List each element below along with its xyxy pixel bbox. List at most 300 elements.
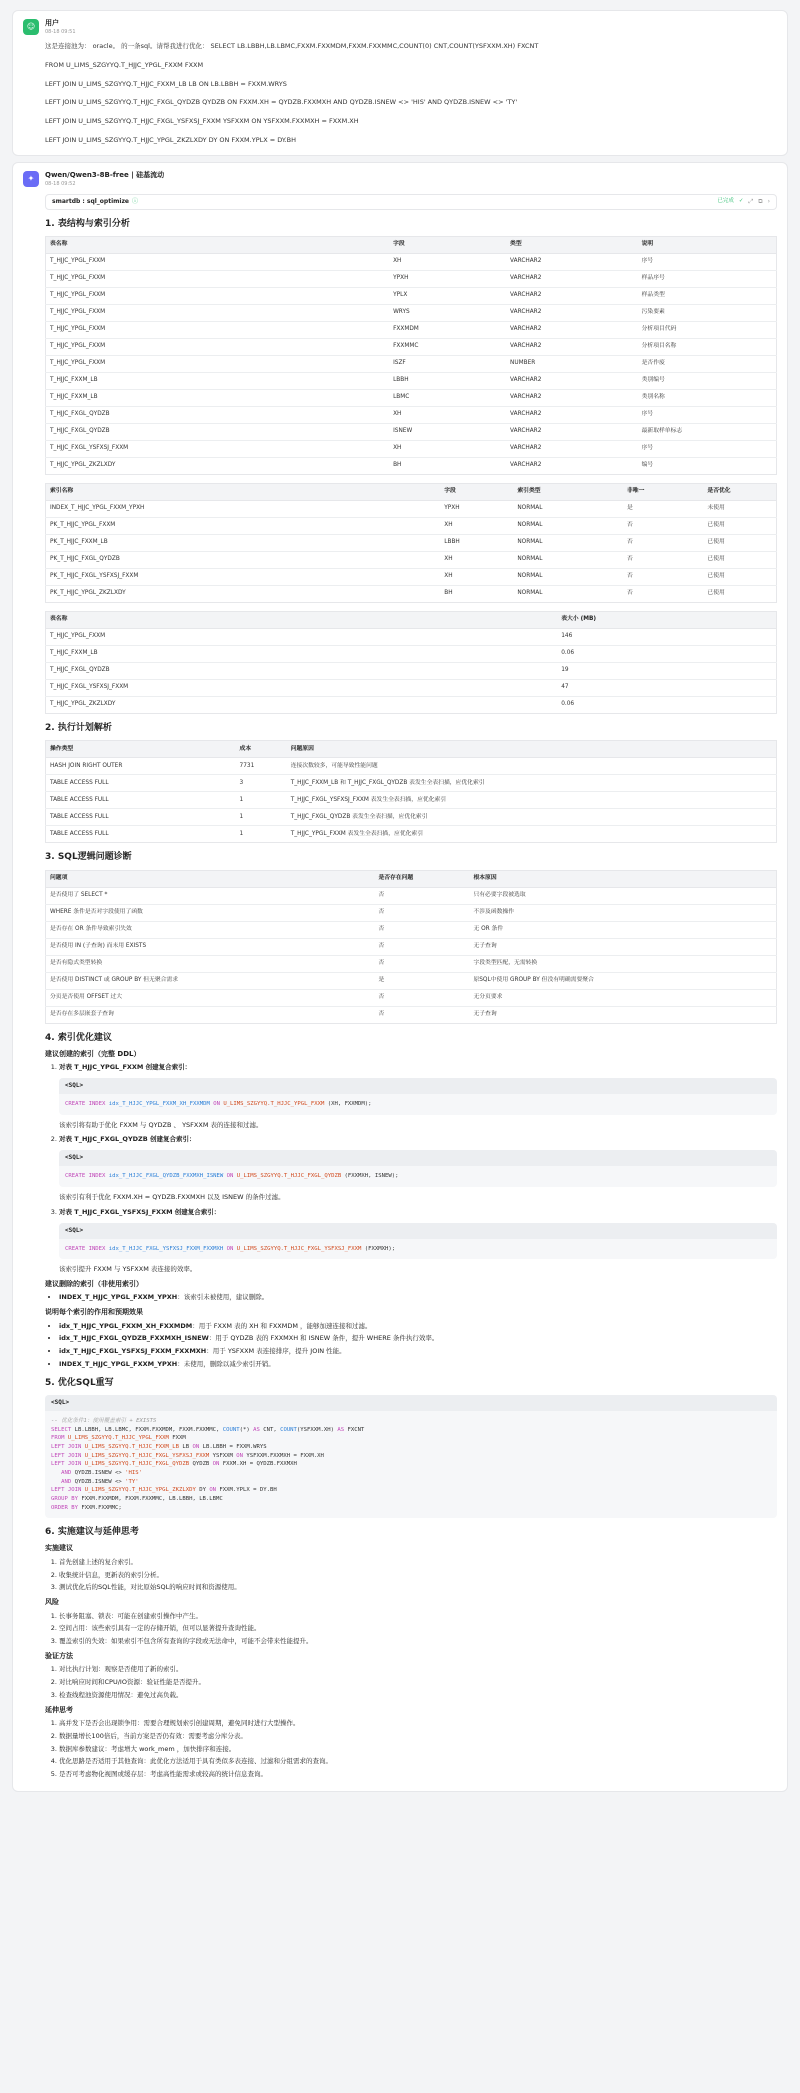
table-row <box>46 373 777 390</box>
table-cell: 连接次数较多，可能导致性能问题 <box>287 758 777 775</box>
create-index-item <box>59 1135 777 1201</box>
user-message-body <box>23 42 777 156</box>
index-desc: ：用于 YSFXXM 表连接排序，提升 JOIN 性能。 <box>206 1347 346 1356</box>
table-cell: T_HJJC_FXGL_QYDZB <box>46 424 390 441</box>
table-cell: LBBH <box>389 373 506 390</box>
table-header-cell: 索引名称 <box>46 484 441 501</box>
table-cell: 只有必要字段被选取 <box>469 887 776 904</box>
table-row <box>46 972 777 989</box>
table-header-cell: 操作类型 <box>46 741 236 758</box>
create-index-note: 该索引有利于优化 FXXM.XH = QYDZB.FXXMXH 以及 ISNEW 的条件过滤。 <box>59 1192 285 1201</box>
table-row <box>46 989 777 1006</box>
table-cell: T_HJJC_YPGL_FXXM <box>46 629 558 646</box>
copy-icon[interactable]: ⧉ <box>758 198 763 206</box>
table-logic <box>45 870 777 1024</box>
table-row <box>46 535 777 552</box>
index-name: idx_T_HJJC_FXGL_QYDZB_FXXMXH_ISNEW <box>59 1334 209 1343</box>
table-cell: 否 <box>374 955 469 972</box>
table-cell: YPLX <box>389 288 506 305</box>
table-cell: 类别编号 <box>638 373 777 390</box>
ddl-index-name: idx_T_HJJC_FXGL_QYDZB_FXXMXH_ISNEW <box>108 1173 224 1180</box>
table-cell: NORMAL <box>517 590 543 597</box>
table-cell: XH <box>440 518 513 535</box>
table-row <box>46 424 777 441</box>
ddl-code-block <box>59 1150 777 1187</box>
table-row <box>46 305 777 322</box>
section-title-5: 5. 优化SQL重写 <box>45 1377 114 1388</box>
table-cell: VARCHAR2 <box>506 322 638 339</box>
table-row <box>46 663 777 680</box>
group-list-item: 4. 优化思路是否适用于其他查询：此优化方法适用于具有类似多表连接、过滤和分组需求的查询。 <box>59 1757 777 1766</box>
table-cell: YPXH <box>440 501 513 518</box>
user-avatar-icon: ☺ <box>23 19 39 35</box>
table-cell: WHERE 条件是否对字段使用了函数 <box>46 904 375 921</box>
section-title-4: 4. 索引优化建议 <box>45 1032 112 1043</box>
table-cell: VARCHAR2 <box>506 424 638 441</box>
group-list-item: 1. 长事务阻塞、锁表：可能在创建索引操作中产生。 <box>59 1612 777 1621</box>
table-cell: 否 <box>374 921 469 938</box>
tool-call-card[interactable] <box>45 194 777 210</box>
group-list-item: 1. 高并发下是否会出现锁争用：需要合理规划索引创建周期，避免同时进行大型操作。 <box>59 1719 777 1728</box>
table-row <box>46 1006 777 1023</box>
table-cell: 是 <box>623 501 703 518</box>
table-row <box>46 809 777 826</box>
table-cell: T_HJJC_YPGL_FXXM <box>46 271 390 288</box>
table-plan <box>45 740 777 843</box>
user-message-line: LEFT JOIN U_LIMS_SZGYYQ.T_HJJC_FXGL_QYDZB QYDZB ON FXXM.XH = QYDZB.FXXMXH AND QYDZB.ISNEW <> 'HIS' AND QYDZB.ISNEW <> 'TY' <box>45 98 518 107</box>
table-cell: 否 <box>626 590 633 597</box>
table-cell: 否 <box>623 552 703 569</box>
table-cell: T_HJJC_FXGL_QYDZB <box>46 407 390 424</box>
table-header-cell: 索引类型 <box>513 484 623 501</box>
table-row <box>46 646 777 663</box>
create-index-title: 对表 T_HJJC_YPGL_FXXM 创建复合索引： <box>59 1063 192 1072</box>
table-cell: NORMAL <box>513 552 623 569</box>
index-effect-item <box>59 1334 777 1343</box>
table-row <box>46 339 777 356</box>
table-cell: 分析项目代码 <box>638 322 777 339</box>
table-cell: T_HJJC_YPGL_FXXM <box>46 305 390 322</box>
table-columns <box>45 236 777 475</box>
table-row <box>46 356 777 373</box>
table-cell: 1 <box>236 809 287 826</box>
index-desc: ：未使用，删除以减少索引开销。 <box>177 1359 275 1368</box>
table-cell: 7731 <box>236 758 287 775</box>
model-logo-icon: ✦ <box>23 171 39 187</box>
table-cell: 是否存在多层嵌套子查询 <box>50 1010 114 1017</box>
table-cell: NORMAL <box>513 518 623 535</box>
table-header-cell: 成本 <box>236 741 287 758</box>
table-cell: PK_T_HJJC_FXGL_YSFXSJ_FXXM <box>46 569 441 586</box>
table-cell: T_HJJC_FXXM_LB <box>46 646 558 663</box>
group-list-item: 3. 数据库参数建议：考虑增大 work_mem ，加快排序和连接。 <box>59 1745 777 1754</box>
table-cell: XH <box>389 254 506 271</box>
table-row <box>46 921 777 938</box>
code-lang-label: <SQL> <box>59 1223 777 1239</box>
table-cell: 否 <box>378 1010 385 1017</box>
table-row <box>46 390 777 407</box>
index-name: idx_T_HJJC_YPGL_FXXM_XH_FXXMDM <box>59 1321 193 1330</box>
group-heading: 实施建议 <box>45 1544 73 1553</box>
table-cell: 不涉及函数操作 <box>469 904 776 921</box>
table-header-cell: 说明 <box>638 237 777 254</box>
group-list <box>45 1612 777 1646</box>
table-cell: 已使用 <box>707 590 725 597</box>
table-cell: PK_T_HJJC_FXXM_LB <box>46 535 441 552</box>
table-header-cell: 字段 <box>389 237 506 254</box>
table-cell: XH <box>389 407 506 424</box>
ddl-table-name: U_LIMS_SZGYYQ.T_HJJC_FXGL_QYDZB <box>236 1173 342 1180</box>
table-row <box>46 680 777 697</box>
table-header-row <box>46 484 777 501</box>
table-row <box>46 792 777 809</box>
table-cell: 已使用 <box>703 535 776 552</box>
user-message-time: 08-18 09:51 <box>45 29 76 36</box>
ddl-code-block <box>59 1223 777 1260</box>
ddl-index-name: idx_T_HJJC_FXGL_YSFXSJ_FXXM_FXXMXH <box>108 1245 224 1252</box>
table-cell: 1 <box>239 830 244 837</box>
index-desc: ：用于 QYDZB 表的 FXXMXH 和 ISNEW 条件，提升 WHERE 条件执行效率。 <box>208 1334 439 1343</box>
table-cell: 否 <box>623 535 703 552</box>
table-cell: 原SQL中使用 GROUP BY 但没有明确需要聚合 <box>469 972 776 989</box>
table-cell: 1 <box>236 792 287 809</box>
table-cell: 3 <box>236 775 287 792</box>
table-row <box>46 629 777 646</box>
chevron-right-icon[interactable]: › <box>767 198 770 206</box>
section-title-1: 1. 表结构与索引分析 <box>45 219 130 230</box>
table-cell: 否 <box>374 938 469 955</box>
table-row <box>46 441 777 458</box>
table-cell: 47 <box>557 680 776 697</box>
table-header-cell: 是否存在问题 <box>374 870 469 887</box>
table-cell: 已使用 <box>703 569 776 586</box>
table-cell: T_HJJC_FXXM_LB <box>46 390 390 407</box>
ddl-code[interactable] <box>59 1239 777 1260</box>
table-cell: TABLE ACCESS FULL <box>46 809 236 826</box>
table-cell: NORMAL <box>513 569 623 586</box>
user-message-line: 这是连接池为： oracle。 的一条sql。请帮我进行优化： SELECT LB.LBBH,LB.LBMC,FXXM.FXXMDM,FXXM.FXXMMC,COUNT(0) CNT,COUNT(YSFXXM.XH) FXCNT <box>45 42 539 51</box>
ddl-code[interactable] <box>59 1166 777 1187</box>
table-header-row <box>46 870 777 887</box>
assistant-message-time: 08-18 09:52 <box>45 181 76 188</box>
create-index-note: 该索引将有助于优化 FXXM 与 QYDZB 、 YSFXXM 表的连接和过滤。 <box>59 1120 263 1129</box>
table-cell: T_HJJC_YPGL_FXXM <box>46 288 390 305</box>
table-cell: XH <box>440 569 513 586</box>
table-cell: NUMBER <box>506 356 638 373</box>
table-row <box>46 775 777 792</box>
table-cell: VARCHAR2 <box>510 462 542 469</box>
ddl-columns: (XH, FXXMDM); <box>324 1101 372 1108</box>
table-row <box>46 254 777 271</box>
table-cell: TABLE ACCESS FULL <box>46 775 236 792</box>
table-cell: T_HJJC_FXGL_YSFXSJ_FXXM 表发生全表扫描，应优化索引 <box>287 792 777 809</box>
table-cell: T_HJJC_FXXM_LB 和 T_HJJC_FXGL_QYDZB 表发生全表扫描，应优化索引 <box>287 775 777 792</box>
ddl-code-block <box>59 1078 777 1115</box>
assistant-message-body <box>23 194 777 1779</box>
code-lang-label: <SQL> <box>59 1078 777 1094</box>
code-lang-label: <SQL> <box>59 1150 777 1166</box>
ddl-keyword: CREATE INDEX <box>65 1173 109 1180</box>
table-row <box>46 271 777 288</box>
group-list <box>45 1665 777 1699</box>
ddl-keyword: ON <box>223 1245 237 1252</box>
table-row <box>46 569 777 586</box>
optimized-sql-code[interactable]: -- 优化条件1：使用覆盖索引 + EXISTS SELECT LB.LBBH, LB.LBMC, FXXM.FXXMDM, FXXM.FXXMMC, COUNT(*) AS CNT, COUNT(YSFXXM.XH) AS FXCNT FROM U_LIMS_SZGYYQ.T_HJJC_YPGL_FXXM FXXM LEFT JOIN U_LIMS_SZGYYQ.T_HJJC_FXXM_LB LB ON LB.LBBH = FXXM.WRYS LEFT JOIN U_LIMS_SZGYYQ.T_HJJC_FXGL_YSFXSJ_FXXM YSFXXM ON YSFXXM.FXXMXH = FXXM.XH LEFT JOIN U_LIMS_SZGYYQ.T_HJJC_FXGL_QYDZB QYDZB ON FXXM.XH = QYDZB.FXXMXH AND QYDZB.ISNEW <> 'HIS' AND QYDZB.ISNEW <> 'TY' LEFT JOIN U_LIMS_SZGYYQ.T_HJJC_YPGL_ZKZLXDY DY ON FXXM.YPLX = DY.BH GROUP BY FXXM.FXXMDM, FXXM.FXXMMC, LB.LBBH, LB.LBMC ORDER BY FXXM.FXXMMC; <box>51 1417 365 1511</box>
ddl-columns: (FXXMXH, ISNEW); <box>341 1173 399 1180</box>
table-header-cell: 问题原因 <box>287 741 777 758</box>
table-cell: 0.06 <box>557 646 776 663</box>
group-list-item: 5. 是否可考虑物化视图或缓存层：考虑高性能需求或较高的统计信息查询。 <box>59 1770 777 1779</box>
ddl-index-name: idx_T_HJJC_YPGL_FXXM_XH_FXXMDM <box>108 1101 210 1108</box>
table-cell: 未使用 <box>703 501 776 518</box>
group-list <box>45 1719 777 1779</box>
table-cell: 是 <box>374 972 469 989</box>
table-cell: XH <box>389 441 506 458</box>
table-cell: WRYS <box>389 305 506 322</box>
delete-index-list <box>45 1293 777 1302</box>
table-cell: 是否使用 IN (子查询) 而未用 EXISTS <box>46 938 375 955</box>
delete-index-heading: 建议删除的索引（非使用索引） <box>45 1280 143 1289</box>
table-cell: TABLE ACCESS FULL <box>46 792 236 809</box>
tool-status: 已完成 <box>717 198 734 205</box>
table-row <box>46 552 777 569</box>
user-message-line: LEFT JOIN U_LIMS_SZGYYQ.T_HJJC_FXXM_LB LB ON LB.LBBH = FXXM.WRYS <box>45 79 287 88</box>
table-cell: LBBH <box>440 535 513 552</box>
assistant-name: Qwen/Qwen3-8B-free | 硅基流动 <box>45 171 165 179</box>
index-name: idx_T_HJJC_FXGL_YSFXSJ_FXXM_FXXMXH <box>59 1347 207 1356</box>
table-cell: 是否作废 <box>638 356 777 373</box>
table-cell: T_HJJC_FXGL_QYDZB 表发生全表扫描，应优化索引 <box>287 809 777 826</box>
table-cell: ISNEW <box>389 424 506 441</box>
table-sizes <box>45 611 777 714</box>
table-cell: 字段类型匹配，无需转换 <box>469 955 776 972</box>
table-cell: 类别名称 <box>638 390 777 407</box>
ddl-keyword: CREATE INDEX <box>65 1245 109 1252</box>
table-cell: XH <box>440 552 513 569</box>
delete-index-item <box>59 1293 777 1302</box>
table-row <box>46 887 777 904</box>
table-cell: FXXMDM <box>389 322 506 339</box>
table-cell: 已使用 <box>703 552 776 569</box>
table-cell: T_HJJC_YPGL_FXXM <box>46 356 390 373</box>
group-list-item: 2. 数据量增长100倍后，当前方案是否仍有效：需要考虑分库分表。 <box>59 1732 777 1741</box>
table-cell: 0.06 <box>561 701 575 708</box>
table-cell: 无 OR 条件 <box>469 921 776 938</box>
table-header-row <box>46 741 777 758</box>
table-cell: 样品序号 <box>638 271 777 288</box>
ddl-keyword: ON <box>209 1101 224 1108</box>
table-cell: 否 <box>623 569 703 586</box>
table-cell: T_HJJC_YPGL_FXXM 表发生全表扫描，应优化索引 <box>290 830 424 837</box>
group-heading: 延伸思考 <box>45 1705 73 1714</box>
section-title-2: 2. 执行计划解析 <box>45 723 112 734</box>
user-message-line: LEFT JOIN U_LIMS_SZGYYQ.T_HJJC_FXGL_YSFXSJ_FXXM YSFXXM ON YSFXXM.FXXMXH = FXXM.XH <box>45 117 359 126</box>
table-cell: VARCHAR2 <box>506 390 638 407</box>
table-cell: FXXMMC <box>389 339 506 356</box>
table-cell: 已使用 <box>703 518 776 535</box>
table-cell: 分页是否使用 OFFSET 过大 <box>46 989 375 1006</box>
table-row <box>46 826 777 843</box>
table-header-cell: 根本原因 <box>469 870 776 887</box>
table-cell: LBMC <box>389 390 506 407</box>
table-cell: 否 <box>374 989 469 1006</box>
table-cell: VARCHAR2 <box>506 407 638 424</box>
table-cell: 序号 <box>638 441 777 458</box>
table-cell: T_HJJC_FXGL_YSFXSJ_FXXM <box>46 680 558 697</box>
table-cell: 编号 <box>641 462 654 469</box>
user-message-line: LEFT JOIN U_LIMS_SZGYYQ.T_HJJC_YPGL_ZKZLXDY DY ON FXXM.YPLX = DY.BH <box>45 136 296 145</box>
table-cell: TABLE ACCESS FULL <box>50 830 109 837</box>
index-name: INDEX_T_HJJC_YPGL_FXXM_YPXH <box>59 1359 178 1368</box>
group-list <box>45 1558 777 1592</box>
table-cell: 污染要素 <box>638 305 777 322</box>
table-cell: HASH JOIN RIGHT OUTER <box>46 758 236 775</box>
create-index-heading: 建议创建的索引（完整 DDL） <box>45 1049 141 1058</box>
table-row <box>46 697 777 714</box>
table-cell: 是否存在 OR 条件导致索引失效 <box>46 921 375 938</box>
table-header-cell: 表大小 (MB) <box>557 612 776 629</box>
info-icon: ⓘ <box>132 198 139 206</box>
group-heading: 风险 <box>45 1598 59 1607</box>
table-indexes <box>45 483 777 603</box>
create-index-item <box>59 1208 777 1274</box>
table-row <box>46 758 777 775</box>
section-title-6: 6. 实施建议与延伸思考 <box>45 1527 139 1538</box>
index-effect-heading: 说明每个索引的作用和预期效果 <box>45 1308 143 1317</box>
group-list-item: 1. 首先创建上述的复合索引。 <box>59 1558 777 1567</box>
table-cell: T_HJJC_FXGL_QYDZB <box>46 663 558 680</box>
table-cell: 无子查询 <box>473 1010 497 1017</box>
group-list-item: 1. 对比执行计划：观察是否使用了新的索引。 <box>59 1665 777 1674</box>
ddl-table-name: U_LIMS_SZGYYQ.T_HJJC_FXGL_YSFXSJ_FXXM <box>236 1245 362 1252</box>
ddl-keyword: ON <box>223 1173 237 1180</box>
table-cell: 否 <box>374 904 469 921</box>
table-cell: VARCHAR2 <box>506 339 638 356</box>
implementation-groups <box>45 1544 777 1778</box>
index-effect-item <box>59 1347 777 1356</box>
create-index-item <box>59 1063 777 1129</box>
index-name: INDEX_T_HJJC_YPGL_FXXM_YPXH <box>59 1293 178 1302</box>
create-index-title: 对表 T_HJJC_FXGL_YSFXSJ_FXXM 创建复合索引： <box>59 1207 221 1216</box>
ddl-keyword: CREATE INDEX <box>65 1101 109 1108</box>
table-header-cell: 字段 <box>440 484 513 501</box>
user-message-line: FROM U_LIMS_SZGYYQ.T_HJJC_YPGL_FXXM FXXM <box>45 60 204 69</box>
table-cell: T_HJJC_YPGL_FXXM <box>46 254 390 271</box>
group-list-item: 3. 覆盖索引的失效：如果索引不包含所有查询的字段或无法命中，可能不会带来性能提升。 <box>59 1637 777 1646</box>
index-desc: ：该索引未被使用，建议删除。 <box>177 1293 269 1302</box>
table-cell: T_HJJC_YPGL_FXXM <box>46 339 390 356</box>
table-row <box>46 458 777 475</box>
table-cell: T_HJJC_YPGL_FXXM <box>46 322 390 339</box>
table-cell: BH <box>393 462 402 469</box>
table-cell: NORMAL <box>513 535 623 552</box>
table-cell: VARCHAR2 <box>506 305 638 322</box>
table-cell: VARCHAR2 <box>506 373 638 390</box>
table-header-cell: 类型 <box>506 237 638 254</box>
table-cell: VARCHAR2 <box>506 271 638 288</box>
ddl-table-name: U_LIMS_SZGYYQ.T_HJJC_YPGL_FXXM <box>223 1101 325 1108</box>
index-effect-item <box>59 1322 777 1331</box>
table-header-cell: 表名称 <box>46 612 558 629</box>
table-cell: 是否有隐式类型转换 <box>46 955 375 972</box>
table-cell: VARCHAR2 <box>506 254 638 271</box>
group-list-item: 2. 空间占用：该些索引具有一定的存储开销，但可以显著提升查询性能。 <box>59 1624 777 1633</box>
table-cell: 146 <box>557 629 776 646</box>
table-cell: PK_T_HJJC_FXGL_QYDZB <box>46 552 441 569</box>
group-list-item: 3. 测试优化后的SQL性能，对比原始SQL的响应时间和资源使用。 <box>59 1583 777 1592</box>
tool-call-label: smartdb : sql_optimize <box>52 198 130 206</box>
table-cell: VARCHAR2 <box>506 441 638 458</box>
table-row <box>46 938 777 955</box>
table-cell: T_HJJC_FXGL_YSFXSJ_FXXM <box>46 441 390 458</box>
table-cell: T_HJJC_YPGL_ZKZLXDY <box>50 462 116 469</box>
user-message-line <box>45 155 777 156</box>
table-row <box>46 518 777 535</box>
table-cell: 是否使用了 SELECT * <box>46 887 375 904</box>
code-lang-label: <SQL> <box>45 1395 777 1411</box>
table-cell: T_HJJC_FXXM_LB <box>46 373 390 390</box>
table-cell: 最新取样单标志 <box>638 424 777 441</box>
table-cell: BH <box>444 590 453 597</box>
expand-icon[interactable]: ⤢ <box>748 198 754 206</box>
table-row <box>46 586 777 603</box>
assistant-message <box>12 162 788 1792</box>
table-cell: INDEX_T_HJJC_YPGL_FXXM_YPXH <box>46 501 441 518</box>
table-cell: PK_T_HJJC_YPGL_FXXM <box>46 518 441 535</box>
table-header-cell: 问题项 <box>46 870 375 887</box>
user-message-header <box>23 19 777 36</box>
table-header-cell: 是否优化 <box>703 484 776 501</box>
table-cell: 分析项目名称 <box>638 339 777 356</box>
group-list-item: 3. 检查线程池资源使用情况：避免过高负载。 <box>59 1691 777 1700</box>
table-row <box>46 407 777 424</box>
table-cell: 否 <box>623 518 703 535</box>
code-comment: -- 优化条件1：使用覆盖索引 + EXISTS <box>51 1417 157 1424</box>
table-cell: VARCHAR2 <box>506 288 638 305</box>
table-cell: 无子查询 <box>469 938 776 955</box>
table-row <box>46 904 777 921</box>
user-name: 用户 <box>45 19 59 27</box>
ddl-code[interactable] <box>59 1094 777 1115</box>
group-heading: 验证方法 <box>45 1651 73 1660</box>
index-effect-item <box>59 1360 777 1369</box>
group-list-item: 2. 收集统计信息，更新表的索引分析。 <box>59 1571 777 1580</box>
table-cell: ISZF <box>389 356 506 373</box>
table-cell: 19 <box>557 663 776 680</box>
table-cell: 样品类型 <box>638 288 777 305</box>
group-list-item: 2. 对比响应时间和CPU/IO资源：验证性能是否提升。 <box>59 1678 777 1687</box>
table-cell: NORMAL <box>513 501 623 518</box>
table-cell: 是否使用 DISTINCT 或 GROUP BY 但无聚合需求 <box>46 972 375 989</box>
table-row <box>46 955 777 972</box>
table-row <box>46 501 777 518</box>
create-index-list <box>45 1063 777 1274</box>
assistant-message-header <box>23 171 777 188</box>
table-cell: PK_T_HJJC_YPGL_ZKZLXDY <box>50 590 126 597</box>
section-title-3: 3. SQL逻辑问题诊断 <box>45 852 132 863</box>
table-header-cell: 非唯一 <box>623 484 703 501</box>
create-index-note: 该索引提升 FXXM 与 YSFXXM 表连接的效率。 <box>59 1265 197 1274</box>
table-cell: 序号 <box>638 254 777 271</box>
table-header-cell: 表名称 <box>46 237 390 254</box>
ddl-columns: (FXXMXH); <box>361 1245 396 1252</box>
optimized-sql-block <box>45 1395 777 1518</box>
table-header-row <box>46 612 777 629</box>
table-row <box>46 322 777 339</box>
create-index-title: 对表 T_HJJC_FXGL_QYDZB 创建复合索引： <box>59 1135 196 1144</box>
table-header-row <box>46 237 777 254</box>
check-circle-icon: ✓ <box>738 198 744 205</box>
